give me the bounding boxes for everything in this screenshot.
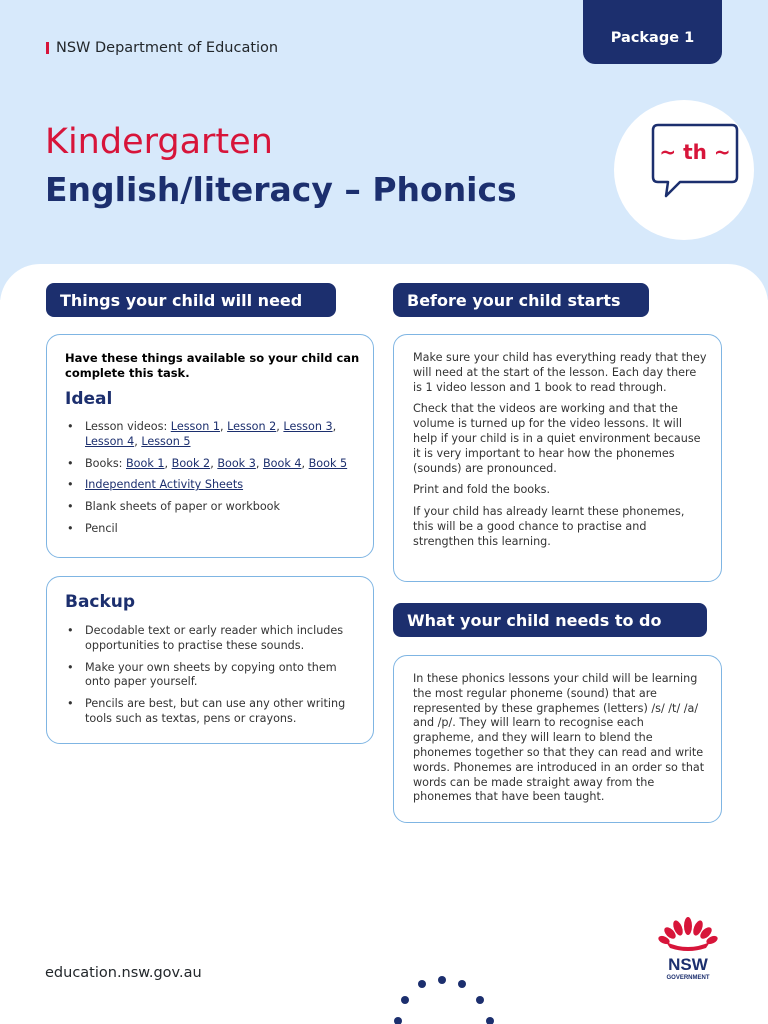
lesson-4-link[interactable]: Lesson 4 (85, 434, 135, 448)
list-item: • Pencil (65, 522, 365, 537)
lesson-1-link[interactable]: Lesson 1 (170, 420, 220, 433)
lesson-5-link[interactable]: Lesson 5 (141, 434, 191, 448)
list-item: • Books: Book 1, Book 2, Book 3, Book 4, Book 5 (65, 457, 365, 472)
book-3-link[interactable]: Book 3 (217, 456, 256, 470)
department-label (46, 40, 278, 56)
bubble-text: ~ th ~ (659, 140, 731, 164)
ideal-list (65, 420, 365, 544)
paragraph: If your child has already learnt these phonemes, this will be a good chance to practise and strengthen this learning. (413, 505, 685, 548)
book-1-link[interactable]: Book 1 (126, 456, 165, 470)
decorative-dots (380, 960, 510, 1024)
department-name: NSW Department of Education (56, 40, 279, 56)
ideal-heading: Ideal (65, 389, 113, 409)
backup-list (65, 624, 365, 734)
todo-heading: What your child needs to do (393, 603, 707, 637)
needs-intro: Have these things available so your child can complete this task. (65, 351, 360, 380)
grade-title: Kindergarten (45, 122, 273, 162)
activity-sheets-link[interactable]: Independent Activity Sheets (85, 478, 244, 492)
list-item: • Pencils are best, but can use any other writing tools such as textas, pens or crayons. (65, 697, 365, 727)
needs-card (46, 334, 374, 558)
needs-heading: Things your child will need (46, 283, 336, 317)
paragraph: Make sure your child has everything ready that they will need at the start of the lesson. Each day there is 1 video lesson and 1 book to read through. (413, 351, 707, 394)
logo-subtext: GOVERNMENT (666, 975, 710, 981)
book-4-link[interactable]: Book 4 (262, 456, 302, 470)
list-item: • Lesson videos: Lesson 1, Lesson 2, Lesson 3, Lesson 4, Lesson 5 (65, 420, 365, 450)
todo-card (393, 655, 722, 823)
footer-url: education.nsw.gov.au (45, 965, 202, 981)
backup-heading: Backup (65, 592, 136, 612)
list-item: • Blank sheets of paper or workbook (65, 500, 365, 515)
paragraph: In these phonics lessons your child will be learning the most regular phoneme (sound) that are represented by these graphemes (letters) /s/ /t/ /a/ and /p/. They will learn to recognise each grapheme, and they will learn to blend the phonemes together so that they can read and write words. Phonemes are introduced in an order so that words can be made straight away from the phonemes that have been taught. (413, 672, 705, 804)
list-item (65, 478, 365, 493)
lesson-2-link[interactable]: Lesson 2 (227, 420, 277, 433)
paragraph: Check that the videos are working and that the volume is turned up for the video lessons. It will help if your child is in a quiet environment because it is very important to hear how the phonemes (sounds) are pronounced. (413, 402, 701, 475)
package-tab: Package 1 (583, 0, 722, 64)
red-accent-bar (46, 42, 49, 54)
book-5-link[interactable]: Book 5 (308, 456, 348, 470)
before-heading: Before your child starts (393, 283, 649, 317)
before-text (413, 351, 708, 557)
nsw-government-logo (652, 912, 724, 984)
list-item: • Make your own sheets by copying onto them onto paper yourself. (65, 661, 365, 691)
book-2-link[interactable]: Book 2 (171, 456, 211, 470)
page-title: English/literacy – Phonics (45, 170, 517, 209)
paragraph: Print and fold the books. (413, 483, 551, 497)
before-card (393, 334, 722, 582)
logo-text: NSW (668, 955, 708, 974)
backup-card (46, 576, 374, 744)
list-item: • Decodable text or early reader which includes opportunities to practise these sounds. (65, 624, 365, 654)
todo-text (413, 672, 708, 812)
lesson-3-link[interactable]: Lesson 3 (283, 420, 333, 433)
